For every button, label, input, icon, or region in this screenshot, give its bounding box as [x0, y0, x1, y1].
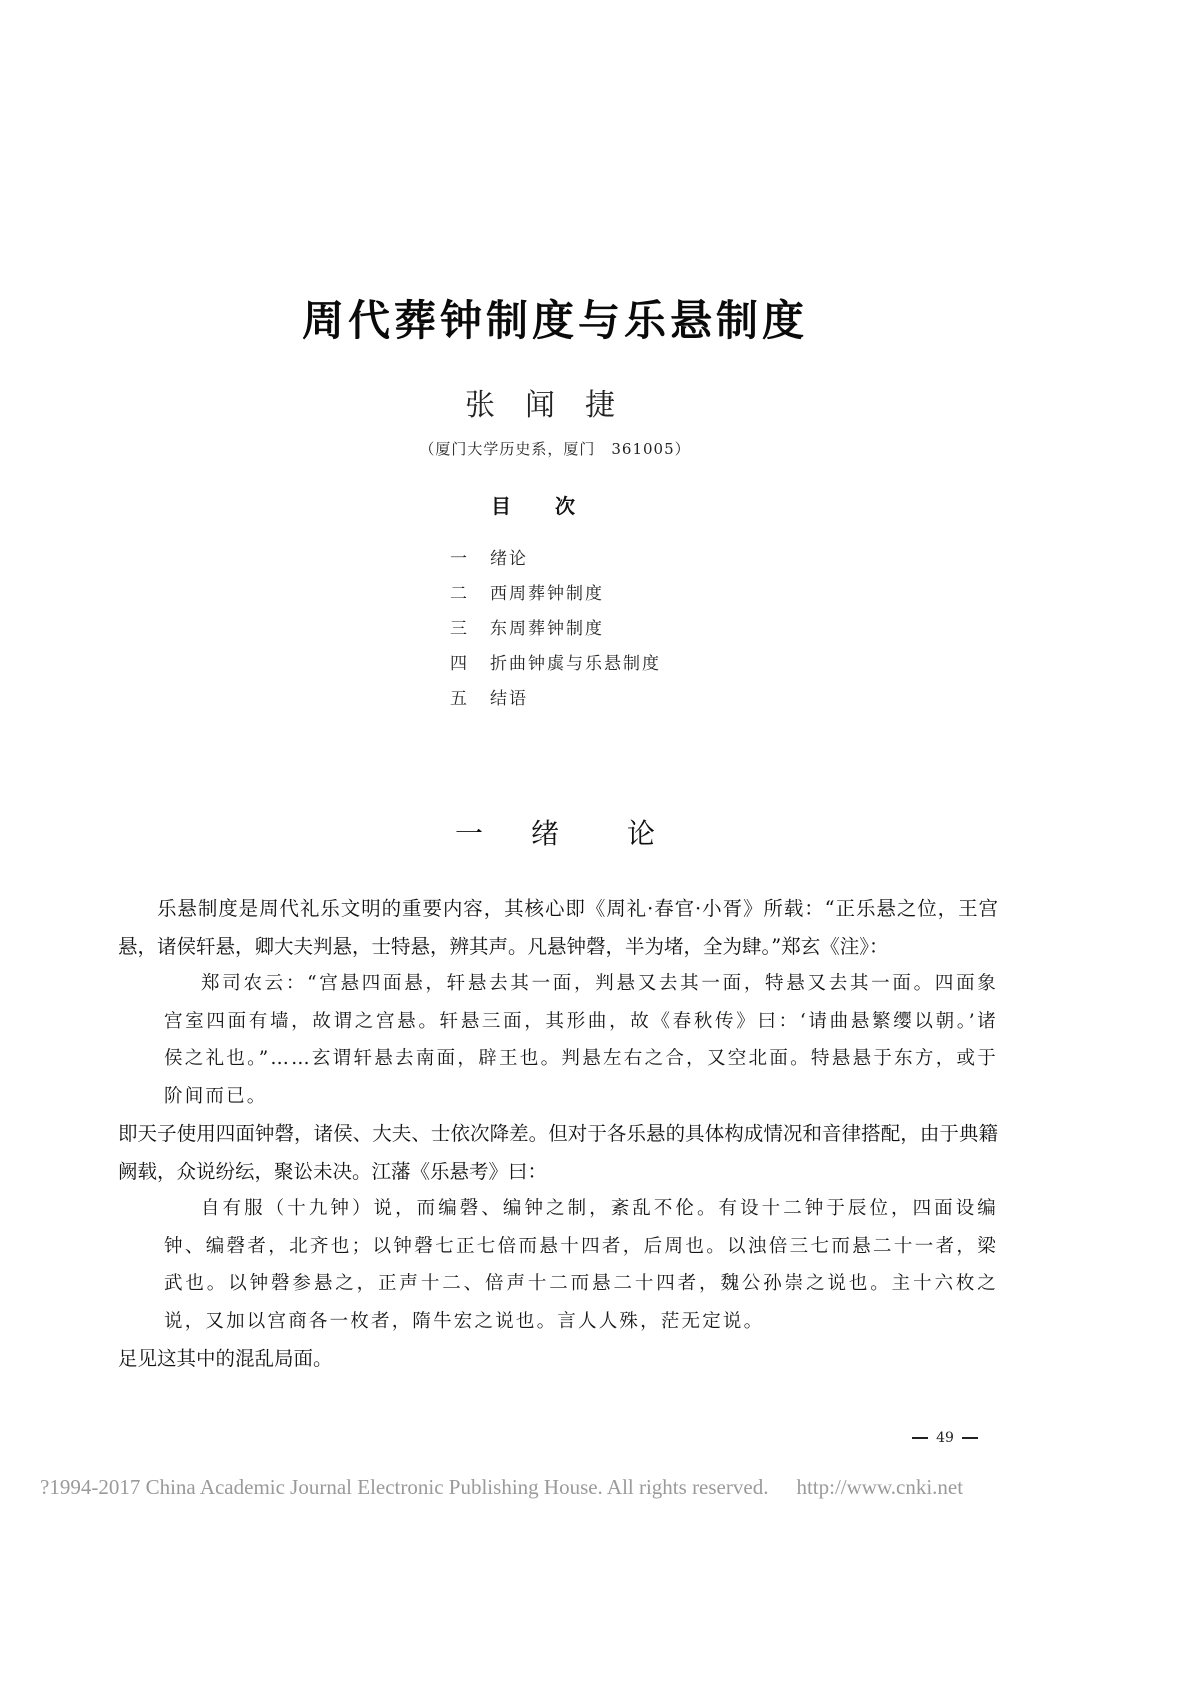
- section-title-char: 绪: [530, 817, 559, 850]
- toc-item: [450, 685, 661, 720]
- toc-item: [450, 650, 661, 685]
- toc-item-label: 结语: [490, 689, 528, 709]
- toc-title: 目次: [491, 494, 619, 518]
- dash-decoration: [962, 1437, 978, 1439]
- toc-item-number: 五: [450, 689, 467, 709]
- page-number: [900, 1430, 990, 1446]
- toc-item-label: 西周葬钟制度: [490, 584, 604, 604]
- toc-item: [450, 545, 661, 580]
- section-number: 一: [454, 817, 483, 850]
- article-title: 周代葬钟制度与乐悬制度: [301, 296, 808, 345]
- copyright-text: ?1994-2017 China Academic Journal Electronic Publishing House. All rights reserved.: [40, 1475, 769, 1499]
- toc-item: [450, 615, 661, 650]
- toc-item-label: 东周葬钟制度: [490, 619, 604, 639]
- table-of-contents: [450, 545, 661, 720]
- paragraph: 乐悬制度是周代礼乐文明的重要内容，其核心即《周礼·春官·小胥》所载：“正乐悬之位，王宫悬，诸侯轩悬，卿大夫判悬，士特悬，辨其声。凡悬钟磬，半为堵，全为肆。”郑玄《注》：: [118, 897, 998, 958]
- dash-decoration: [912, 1437, 928, 1439]
- toc-item: [450, 580, 661, 615]
- section-heading: [0, 812, 1110, 852]
- toc-item-number: 三: [450, 619, 467, 639]
- section-title-char: 论: [627, 817, 656, 850]
- block-quote: 自有服（十九钟）说，而编磬、编钟之制，紊乱不伦。有设十二钟于辰位，四面设编钟、编磬者，北齐也；以钟磬七正七倍而悬十四者，后周也。以浊倍三七而悬二十一者，梁武也。以钟磬参悬之，正声十二、倍声十二而悬二十四者，魏公孙崇之说也。主十六枚之说，又加以宫商各一枚者，隋牛宏之说也。言人人殊，茫无定说。: [164, 1198, 998, 1332]
- toc-item-number: 四: [450, 654, 467, 674]
- paragraph: 足见这其中的混乱局面。: [118, 1347, 333, 1370]
- toc-item-number: 一: [450, 549, 467, 569]
- author-affiliation: （厦门大学历史系，厦门 361005）: [419, 440, 691, 458]
- toc-item-label: 绪论: [490, 549, 528, 569]
- block-quote: 郑司农云：“宫悬四面悬，轩悬去其一面，判悬又去其一面，特悬又去其一面。四面象宫室四面有墙，故谓之宫悬。轩悬三面，其形曲，故《春秋传》曰：‘请曲悬繁缨以朝。’诸侯之礼也。”……玄谓轩悬去南面，辟王也。判悬左右之合，又空北面。特悬悬于东方，或于阶间而已。: [164, 973, 998, 1107]
- author-name: 张闻捷: [465, 388, 645, 423]
- footer-url[interactable]: http://www.cnki.net: [796, 1475, 964, 1499]
- copyright-footer: [40, 1475, 1150, 1500]
- paragraph: 即天子使用四面钟磬，诸侯、大夫、士依次降差。但对于各乐悬的具体构成情况和音律搭配，由于典籍阙载，众说纷纭，聚讼未决。江藩《乐悬考》曰：: [118, 1122, 998, 1183]
- page-number-value: 49: [936, 1430, 954, 1446]
- body-text: [118, 890, 998, 1378]
- toc-item-number: 二: [450, 584, 467, 604]
- toc-item-label: 折曲钟虡与乐悬制度: [490, 654, 661, 674]
